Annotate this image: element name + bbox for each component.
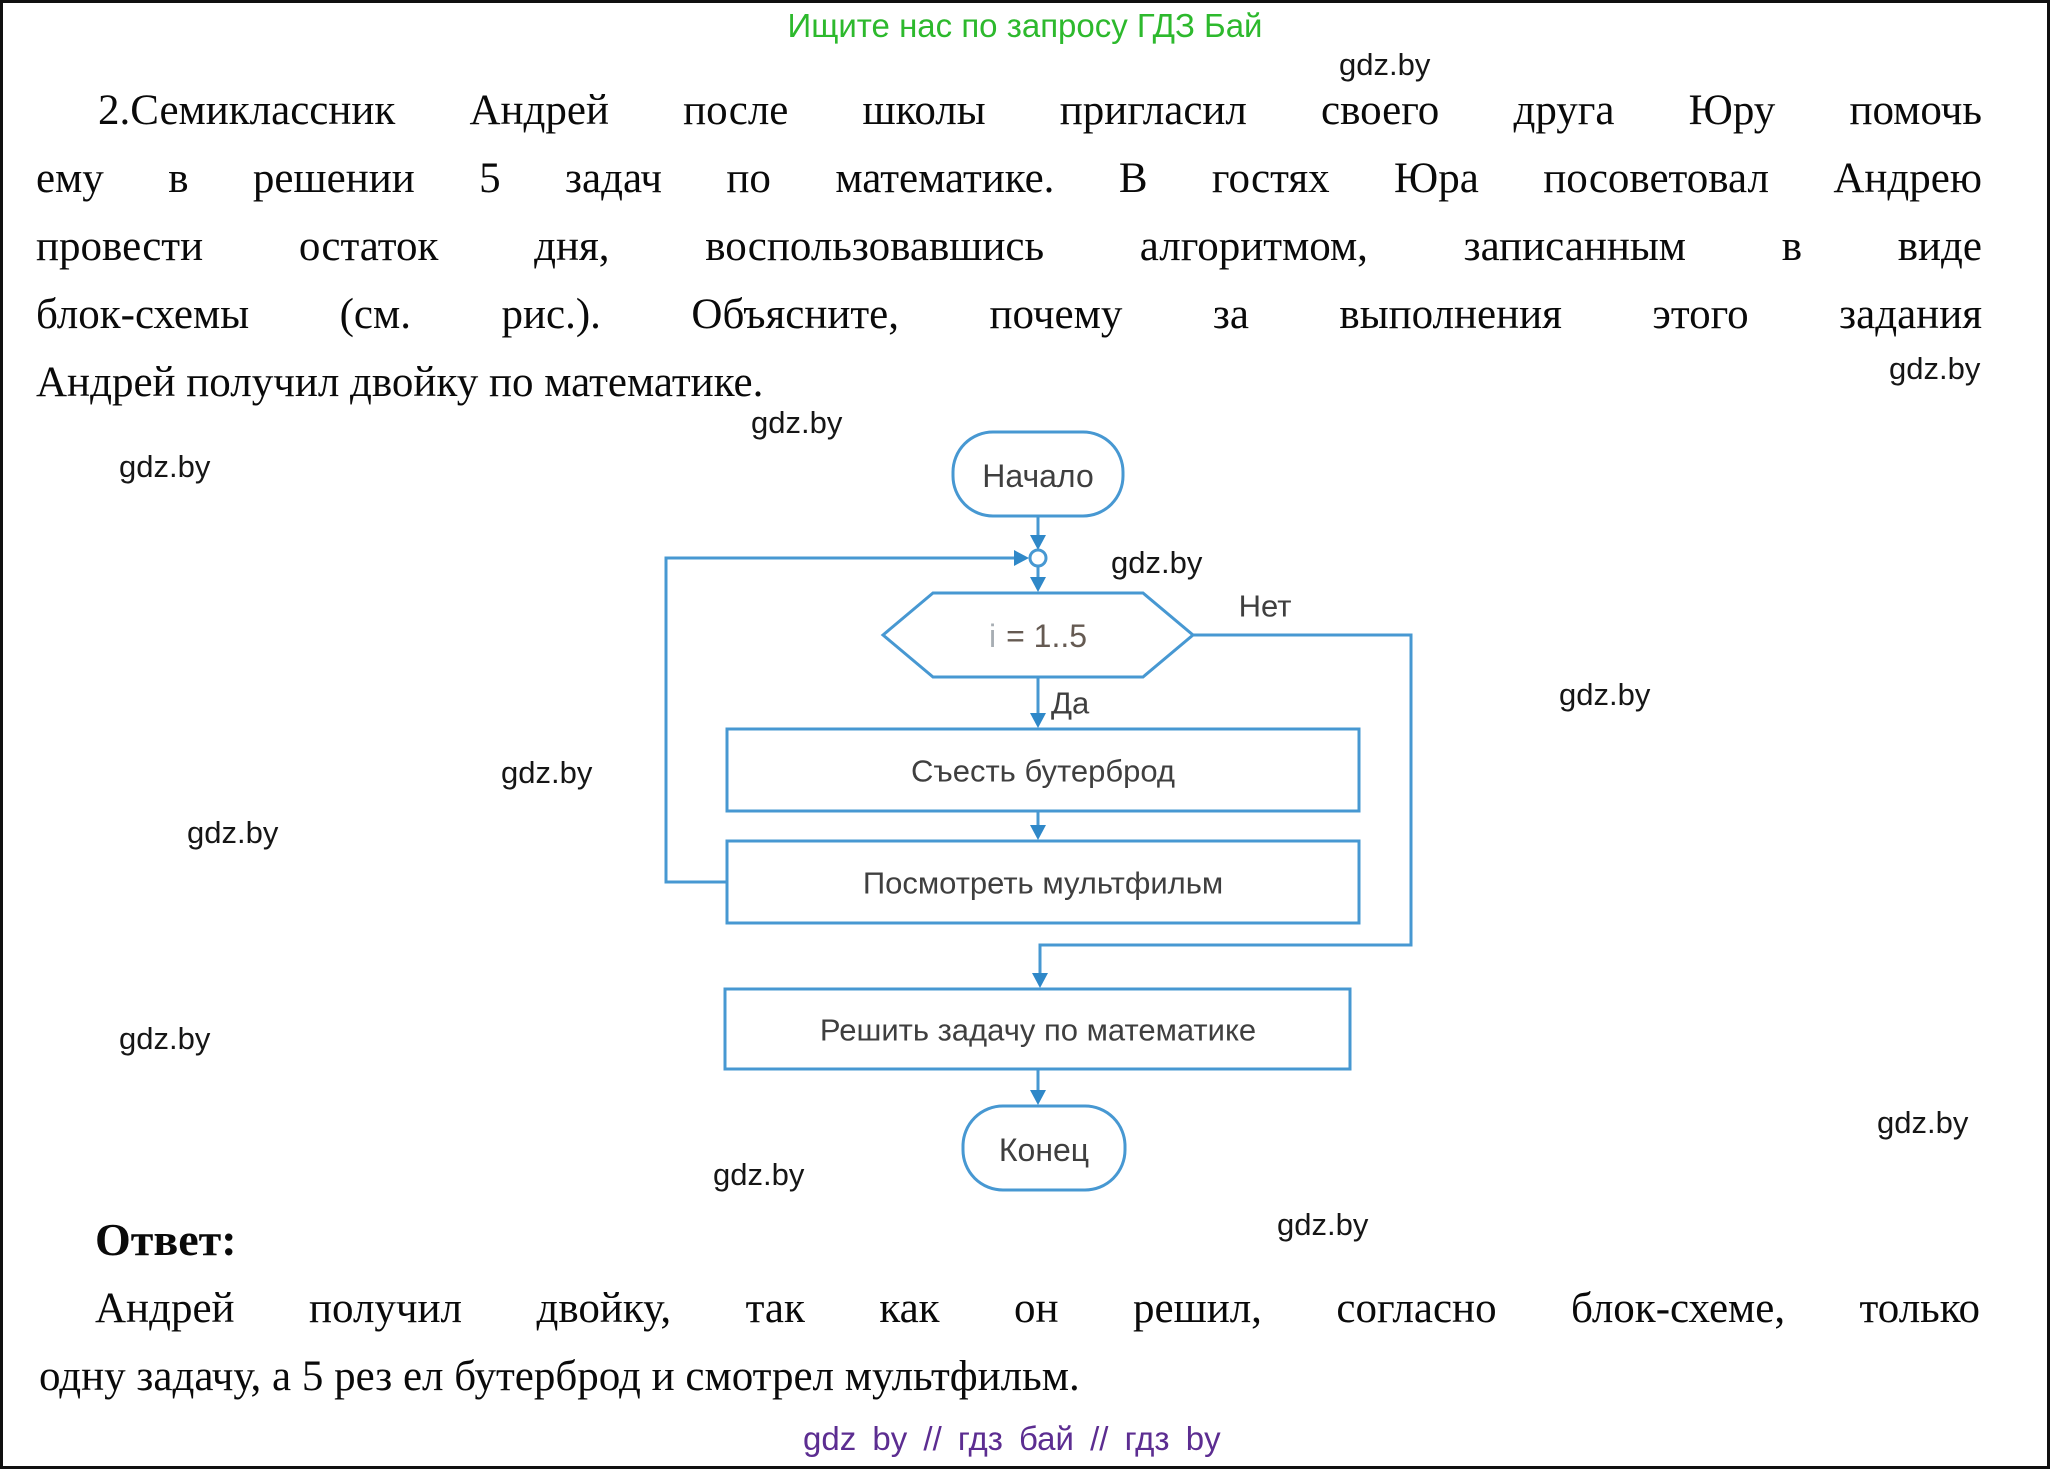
answer-line: Андрей получил двойку, так как он решил, согласно блок-схеме, только [95,1285,1980,1332]
gdz-watermark: gdz.by [1877,1105,1969,1140]
process-label-watch: Посмотреть мультфильм [862,865,1224,901]
footer-credits: gdz by // гдз бай // гдз by [803,1420,1221,1457]
gdz-watermark: gdz.by [501,755,593,790]
answer-line: одну задачу, а 5 рез ел бутерброд и смотрел мультфильм. [39,1353,1080,1400]
problem-line: блок-схемы (см. рис.). Объясните, почему за выполнения этого задания [36,291,1982,338]
arrowhead-down-icon [1030,713,1046,728]
gdz-watermark: gdz.by [187,815,279,850]
start-label: Начало [982,458,1094,494]
gdz-watermark: gdz.by [1889,351,1981,386]
gdz-watermark: gdz.by [713,1157,805,1192]
gdz-watermark: gdz.by [119,1021,211,1056]
gdz-watermark: gdz.by [1111,545,1203,580]
answer-paragraph [39,1275,1980,1411]
problem-line: 2.Семиклассник Андрей после школы пригласил своего друга Юру помочь [98,87,1982,134]
gdz-watermark: gdz.by [1559,677,1651,712]
gdz-watermark: gdz.by [1277,1207,1369,1242]
arrowhead-right-icon [1014,550,1029,566]
arrowhead-down-icon [1030,825,1046,840]
arrowhead-down-icon [1030,577,1046,592]
connector-circle [1030,550,1046,566]
promo-banner: Ищите нас по запросу ГДЗ Бай [787,7,1263,44]
problem-line: провести остаток дня, воспользовавшись алгоритмом, записанным в виде [36,223,1982,270]
problem-line: Андрей получил двойку по математике. [36,359,764,406]
gdz-watermark: gdz.by [1339,47,1431,82]
problem-line: ему в решении 5 задач по математике. В гостях Юра посоветовал Андрею [36,155,1982,202]
arrowhead-down-icon [1030,535,1046,550]
answer-heading: Ответ: [95,1214,237,1265]
no-branch-label: Нет [1238,588,1292,624]
gdz-watermark: gdz.by [119,449,211,484]
arrowhead-down-icon [1030,1090,1046,1105]
end-label: Конец [998,1132,1090,1168]
process-label-solve: Решить задачу по математике [819,1012,1257,1048]
arrowhead-down-icon [1032,973,1048,988]
loop-condition-label: i = 1..5 [988,618,1088,654]
flowchart [3,3,2050,1469]
process-label-eat: Съесть бутерброд [910,753,1176,789]
yes-branch-label: Да [1051,685,1090,721]
gdz-watermark: gdz.by [751,405,843,440]
